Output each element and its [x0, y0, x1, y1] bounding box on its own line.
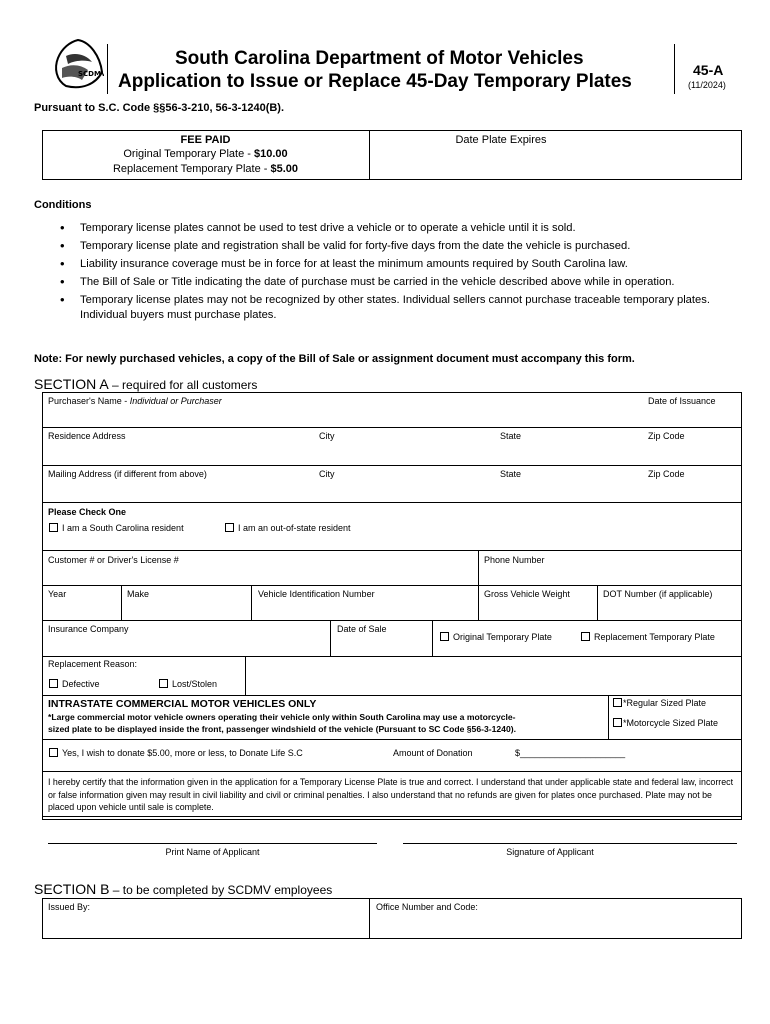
lost-stolen-option[interactable]: [159, 679, 217, 690]
intrastate-heading: INTRASTATE COMMERCIAL MOTOR VEHICLES ONLY: [48, 698, 317, 710]
amount-of-donation-label: Amount of Donation: [393, 748, 473, 758]
out-of-state-checkbox[interactable]: [225, 523, 234, 532]
pursuant-text: Pursuant to S.C. Code §§56-3-210, 56-3-1240(B).: [34, 102, 285, 114]
col-divider: [330, 620, 331, 656]
col-divider: [245, 656, 246, 695]
row-divider: [42, 585, 742, 586]
form-date: (11/2024): [688, 80, 726, 90]
mailing-city-label[interactable]: City: [319, 469, 335, 479]
col-divider: [121, 585, 122, 620]
date-of-issuance-label[interactable]: Date of Issuance: [648, 396, 716, 406]
col-divider: [478, 550, 479, 620]
sc-resident-checkbox[interactable]: [49, 523, 58, 532]
fee-replacement-amount: $5.00: [270, 163, 299, 175]
original-plate-option[interactable]: [440, 632, 552, 643]
fee-original-label: Original Temporary Plate -: [123, 148, 254, 160]
replacement-reason-label: Replacement Reason:: [48, 659, 138, 669]
signature-line: [403, 843, 737, 844]
date-plate-expires[interactable]: Date Plate Expires: [455, 134, 547, 146]
purchaser-name-field[interactable]: [48, 396, 222, 407]
condition-item: • Liability insurance coverage must be in force for at least the minimum amounts required by South Carolina law.: [36, 257, 726, 272]
fee-replacement: [42, 163, 369, 175]
residence-state-label[interactable]: State: [500, 431, 522, 441]
lost-stolen-checkbox[interactable]: [159, 679, 168, 688]
section-a-subtitle: – required for all customers: [108, 378, 258, 392]
out-of-state-label: I am an out-of-state resident: [238, 523, 351, 533]
replacement-plate-option[interactable]: [581, 632, 715, 643]
sc-resident-option[interactable]: [49, 523, 184, 534]
row-divider: [42, 656, 742, 657]
fee-original-amount: $10.00: [253, 148, 288, 160]
agency-title: South Carolina Department of Motor Vehicles: [175, 48, 584, 69]
form-title: Application to Issue or Replace 45-Day Temporary Plates: [118, 71, 632, 92]
purchaser-name-label: Purchaser's Name -: [48, 396, 130, 406]
phone-number-label[interactable]: Phone Number: [484, 555, 545, 565]
scdmv-logo: [52, 38, 104, 92]
row-divider: [42, 739, 742, 740]
gvw-label[interactable]: Gross Vehicle Weight: [484, 589, 570, 599]
residence-address-label[interactable]: Residence Address: [48, 431, 126, 441]
logo-text: SCDMV: [78, 70, 104, 78]
please-check-label: Please Check One: [48, 507, 127, 517]
condition-item: • Temporary license plate and registration shall be valid for forty-five days from the date the vehicle is purchased.: [36, 239, 726, 254]
defective-checkbox[interactable]: [49, 679, 58, 688]
form-number: 45-A: [693, 62, 724, 78]
original-plate-label: Original Temporary Plate: [453, 632, 552, 642]
purchaser-name-italic: Individual or Purchaser: [129, 396, 222, 406]
regular-plate-option[interactable]: [613, 698, 706, 709]
residence-zip-label[interactable]: Zip Code: [648, 431, 685, 441]
header-divider-left: [107, 44, 108, 94]
replacement-plate-checkbox[interactable]: [581, 632, 590, 641]
original-plate-checkbox[interactable]: [440, 632, 449, 641]
row-divider: [42, 816, 742, 817]
condition-item: • Temporary license plates cannot be used to test drive a vehicle or to operate a vehicle until it is sold.: [36, 221, 726, 236]
dot-number-label[interactable]: DOT Number (if applicable): [603, 589, 713, 599]
row-divider: [42, 465, 742, 466]
donate-checkbox[interactable]: [49, 748, 58, 757]
fee-paid-heading: FEE PAID: [180, 134, 231, 146]
fee-replacement-label: Replacement Temporary Plate -: [112, 163, 271, 175]
residence-city-label[interactable]: City: [319, 431, 335, 441]
intrastate-note-line2: sized plate to be displayed inside the front, passenger windshield of the vehicle (Pursuant to SC Code §56-3-1240).: [48, 724, 516, 734]
bill-of-sale-note: Note: For newly purchased vehicles, a copy of the Bill of Sale or assignment document must accompany this form.: [34, 353, 635, 365]
conditions-heading: Conditions: [34, 199, 92, 211]
row-divider: [42, 620, 742, 621]
certification-text: I hereby certify that the information given in the application for a Temporary License Plate is true and correct. I understand that under applicable state and federal law, incorrect or false information given may result in civil liability and civil or criminal penalties. I also understand that no refunds are given for plates once purchased. Plate may not be placed upon vehicle until sale is complete.: [48, 777, 734, 812]
donate-label: Yes, I wish to donate $5.00, more or less, to Donate Life S.C: [62, 748, 303, 758]
condition-item: • Temporary license plates may not be recognized by other states. Individual sellers cannot purchase traceable temporary plates. Individual buyers must purchase plates.: [36, 293, 726, 323]
row-divider: [42, 550, 742, 551]
issued-by-label[interactable]: Issued By:: [48, 902, 91, 912]
print-name-label[interactable]: Print Name of Applicant: [165, 847, 260, 857]
col-divider: [432, 620, 433, 656]
motorcycle-plate-option[interactable]: [613, 718, 718, 729]
out-of-state-option[interactable]: [225, 523, 351, 534]
office-number-label[interactable]: Office Number and Code:: [376, 902, 478, 912]
section-b-subtitle: – to be completed by SCDMV employees: [109, 883, 333, 897]
motorcycle-plate-label: *Motorcycle Sized Plate: [623, 718, 719, 728]
vin-label[interactable]: Vehicle Identification Number: [258, 589, 375, 599]
defective-label: Defective: [62, 679, 100, 689]
print-name-line: [48, 843, 377, 844]
col-divider: [251, 585, 252, 620]
header-divider-right: [674, 44, 675, 94]
section-b-heading: [34, 881, 332, 899]
make-label[interactable]: Make: [127, 589, 150, 599]
col-divider: [608, 695, 609, 739]
row-divider: [42, 771, 742, 772]
motorcycle-plate-checkbox[interactable]: [613, 718, 622, 727]
col-divider: [597, 585, 598, 620]
fee-original: [42, 148, 369, 160]
mailing-zip-label[interactable]: Zip Code: [648, 469, 685, 479]
replacement-plate-label: Replacement Temporary Plate: [594, 632, 715, 642]
intrastate-note-line1: *Large commercial motor vehicle owners operating their vehicle only within South Carolina may use a motorcycle-: [48, 712, 516, 722]
section-a-title: SECTION A: [34, 376, 109, 392]
row-divider: [42, 427, 742, 428]
insurance-company-label[interactable]: Insurance Company: [48, 624, 129, 634]
donate-option[interactable]: [49, 748, 303, 759]
date-of-sale-label[interactable]: Date of Sale: [337, 624, 387, 634]
row-divider: [42, 695, 742, 696]
lost-stolen-label: Lost/Stolen: [172, 679, 218, 689]
regular-plate-label: *Regular Sized Plate: [623, 698, 707, 708]
conditions-list: [36, 221, 726, 326]
section-b-title: SECTION B: [34, 881, 110, 897]
mailing-address-label[interactable]: Mailing Address (if different from above): [48, 469, 207, 479]
signature-label[interactable]: Signature of Applicant: [506, 847, 594, 857]
condition-item: • The Bill of Sale or Title indicating the date of purchase must be carried in the vehicle described above while in operation.: [36, 275, 726, 290]
row-divider: [42, 502, 742, 503]
amount-of-donation-input[interactable]: $_____________________: [515, 748, 626, 758]
sc-resident-label: I am a South Carolina resident: [62, 523, 184, 533]
year-label[interactable]: Year: [48, 589, 67, 599]
regular-plate-checkbox[interactable]: [613, 698, 622, 707]
mailing-state-label[interactable]: State: [500, 469, 522, 479]
section-b-divider: [369, 898, 370, 939]
customer-number-label[interactable]: Customer # or Driver's License #: [48, 555, 179, 565]
defective-option[interactable]: [49, 679, 100, 690]
